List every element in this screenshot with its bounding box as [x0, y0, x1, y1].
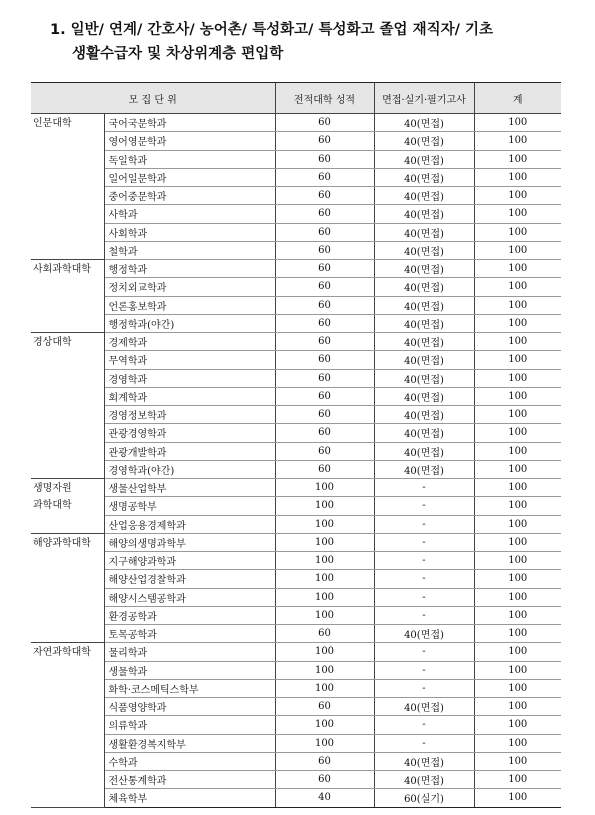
total-score-cell: 100: [474, 515, 561, 533]
table-row: [31, 479, 561, 497]
exam-score-cell: 40(면접): [374, 442, 474, 460]
exam-score-cell: -: [374, 716, 474, 734]
exam-score-cell: -: [374, 734, 474, 752]
transcript-score-cell: 60: [275, 771, 374, 789]
title-line-2: 생활수급자 및 차상위계층 편입학: [72, 46, 284, 62]
exam-score-cell: 40(면접): [374, 698, 474, 716]
transcript-score-cell: 60: [275, 698, 374, 716]
total-score-cell: 100: [474, 314, 561, 332]
table-row: [31, 497, 561, 515]
transcript-score-cell: 60: [275, 278, 374, 296]
transcript-score-cell: 100: [275, 734, 374, 752]
department-cell: 관광경영학과: [104, 424, 275, 442]
exam-score-cell: 40(면접): [374, 114, 474, 132]
exam-score-cell: 40(면접): [374, 205, 474, 223]
college-cell: [31, 479, 104, 534]
total-score-cell: 100: [474, 479, 561, 497]
department-cell: 경영정보학과: [104, 406, 275, 424]
total-score-cell: 100: [474, 114, 561, 132]
transcript-score-cell: 100: [275, 479, 374, 497]
department-cell: 생물학과: [104, 661, 275, 679]
table-row: [31, 789, 561, 807]
department-cell: 해양시스템공학과: [104, 588, 275, 606]
exam-score-cell: -: [374, 643, 474, 661]
exam-score-cell: 40(면접): [374, 752, 474, 770]
exam-score-cell: 40(면접): [374, 132, 474, 150]
department-cell: 행정학과(야간): [104, 314, 275, 332]
department-cell: 국어국문학과: [104, 114, 275, 132]
total-score-cell: 100: [474, 223, 561, 241]
transcript-score-cell: 100: [275, 588, 374, 606]
transcript-score-cell: 60: [275, 369, 374, 387]
total-score-cell: 100: [474, 552, 561, 570]
department-cell: 철학과: [104, 241, 275, 259]
table-row: [31, 698, 561, 716]
table-row: [31, 625, 561, 643]
college-name: 생명자원: [33, 483, 72, 494]
table-row: [31, 168, 561, 186]
total-score-cell: 100: [474, 625, 561, 643]
exam-score-cell: 40(면접): [374, 260, 474, 278]
page-title: [50, 18, 580, 66]
department-cell: 식품영양학과: [104, 698, 275, 716]
exam-score-cell: 40(면접): [374, 369, 474, 387]
total-score-cell: 100: [474, 460, 561, 478]
total-score-cell: 100: [474, 771, 561, 789]
table-row: [31, 716, 561, 734]
department-cell: 경제학과: [104, 333, 275, 351]
header-transcript: 전적대학 성적: [275, 83, 374, 114]
total-score-cell: 100: [474, 588, 561, 606]
total-score-cell: 100: [474, 132, 561, 150]
exam-score-cell: 40(면접): [374, 296, 474, 314]
table-row: [31, 442, 561, 460]
department-cell: 체육학부: [104, 789, 275, 807]
exam-score-cell: 40(면접): [374, 314, 474, 332]
exam-score-cell: -: [374, 515, 474, 533]
exam-score-cell: 40(면접): [374, 241, 474, 259]
exam-score-cell: 60(실기): [374, 789, 474, 807]
transcript-score-cell: 60: [275, 132, 374, 150]
total-score-cell: 100: [474, 150, 561, 168]
table-row: [31, 679, 561, 697]
table-row: [31, 205, 561, 223]
college-cell: [31, 114, 104, 260]
exam-score-cell: -: [374, 533, 474, 551]
total-score-cell: 100: [474, 698, 561, 716]
department-cell: 사회학과: [104, 223, 275, 241]
department-cell: 의류학과: [104, 716, 275, 734]
total-score-cell: 100: [474, 497, 561, 515]
table-row: [31, 734, 561, 752]
transcript-score-cell: 60: [275, 223, 374, 241]
college-cell: [31, 533, 104, 643]
total-score-cell: 100: [474, 570, 561, 588]
transcript-score-cell: 60: [275, 351, 374, 369]
transcript-score-cell: 60: [275, 114, 374, 132]
table-row: [31, 406, 561, 424]
header-unit: 모 집 단 위: [31, 83, 275, 114]
table-row: [31, 387, 561, 405]
department-cell: 경영학과(야간): [104, 460, 275, 478]
exam-score-cell: 40(면접): [374, 625, 474, 643]
table-row: [31, 515, 561, 533]
transcript-score-cell: 100: [275, 661, 374, 679]
exam-score-cell: -: [374, 552, 474, 570]
transcript-score-cell: 100: [275, 515, 374, 533]
exam-score-cell: 40(면접): [374, 460, 474, 478]
total-score-cell: 100: [474, 533, 561, 551]
total-score-cell: 100: [474, 734, 561, 752]
total-score-cell: 100: [474, 406, 561, 424]
table-row: [31, 223, 561, 241]
total-score-cell: 100: [474, 424, 561, 442]
transcript-score-cell: 60: [275, 752, 374, 770]
table-row: [31, 296, 561, 314]
transcript-score-cell: 100: [275, 679, 374, 697]
exam-score-cell: 40(면접): [374, 168, 474, 186]
department-cell: 독일학과: [104, 150, 275, 168]
total-score-cell: 100: [474, 260, 561, 278]
table-row: [31, 771, 561, 789]
exam-score-cell: 40(면접): [374, 351, 474, 369]
transcript-score-cell: 60: [275, 424, 374, 442]
exam-score-cell: -: [374, 479, 474, 497]
total-score-cell: 100: [474, 716, 561, 734]
transcript-score-cell: 60: [275, 187, 374, 205]
title-line-1: 1. 일반/ 연계/ 간호사/ 농어촌/ 특성화고/ 특성화고 졸업 재직자/ 기초: [50, 22, 493, 38]
transcript-score-cell: 60: [275, 460, 374, 478]
total-score-cell: 100: [474, 442, 561, 460]
table-row: [31, 132, 561, 150]
department-cell: 토목공학과: [104, 625, 275, 643]
department-cell: 회계학과: [104, 387, 275, 405]
department-cell: 산업응용경제학과: [104, 515, 275, 533]
table-row: [31, 643, 561, 661]
department-cell: 정치외교학과: [104, 278, 275, 296]
total-score-cell: 100: [474, 661, 561, 679]
table-row: [31, 114, 561, 132]
department-cell: 경영학과: [104, 369, 275, 387]
department-cell: 생명공학부: [104, 497, 275, 515]
total-score-cell: 100: [474, 387, 561, 405]
total-score-cell: 100: [474, 241, 561, 259]
transcript-score-cell: 60: [275, 296, 374, 314]
total-score-cell: 100: [474, 168, 561, 186]
total-score-cell: 100: [474, 643, 561, 661]
total-score-cell: 100: [474, 752, 561, 770]
transcript-score-cell: 60: [275, 406, 374, 424]
table-row: [31, 369, 561, 387]
transcript-score-cell: 100: [275, 570, 374, 588]
department-cell: 영어영문학과: [104, 132, 275, 150]
department-cell: 지구해양과학과: [104, 552, 275, 570]
table-row: [31, 187, 561, 205]
exam-score-cell: 40(면접): [374, 223, 474, 241]
table-header-row: [31, 83, 561, 114]
table-row: [31, 606, 561, 624]
total-score-cell: 100: [474, 789, 561, 807]
department-cell: 일어일문학과: [104, 168, 275, 186]
total-score-cell: 100: [474, 679, 561, 697]
transcript-score-cell: 60: [275, 333, 374, 351]
exam-score-cell: 40(면접): [374, 187, 474, 205]
exam-score-cell: 40(면접): [374, 406, 474, 424]
department-cell: 물리학과: [104, 643, 275, 661]
transcript-score-cell: 100: [275, 643, 374, 661]
college-name: 사회과학대학: [33, 264, 91, 275]
exam-score-cell: -: [374, 606, 474, 624]
transcript-score-cell: 100: [275, 497, 374, 515]
department-cell: 화학·코스메틱스학부: [104, 679, 275, 697]
college-cell: [31, 260, 104, 333]
college-name: 경상대학: [33, 337, 72, 348]
college-name: 인문대학: [33, 118, 72, 129]
table-row: [31, 314, 561, 332]
total-score-cell: 100: [474, 369, 561, 387]
department-cell: 사학과: [104, 205, 275, 223]
exam-score-cell: -: [374, 497, 474, 515]
department-cell: 관광개발학과: [104, 442, 275, 460]
total-score-cell: 100: [474, 606, 561, 624]
table-row: [31, 260, 561, 278]
exam-score-cell: 40(면접): [374, 150, 474, 168]
department-cell: 생활환경복지학부: [104, 734, 275, 752]
college-name: 해양과학대학: [33, 537, 91, 549]
exam-score-cell: 40(면접): [374, 771, 474, 789]
transcript-score-cell: 60: [275, 314, 374, 332]
total-score-cell: 100: [474, 333, 561, 351]
transcript-score-cell: 60: [275, 241, 374, 259]
department-cell: 해양산업경찰학과: [104, 570, 275, 588]
table-row: [31, 150, 561, 168]
exam-score-cell: -: [374, 588, 474, 606]
table-row: [31, 588, 561, 606]
admission-score-table: [31, 82, 561, 808]
exam-score-cell: -: [374, 570, 474, 588]
table-row: [31, 333, 561, 351]
table-row: [31, 552, 561, 570]
department-cell: 생물산업학부: [104, 479, 275, 497]
transcript-score-cell: 60: [275, 442, 374, 460]
table-row: [31, 424, 561, 442]
transcript-score-cell: 40: [275, 789, 374, 807]
exam-score-cell: 40(면접): [374, 333, 474, 351]
table-row: [31, 752, 561, 770]
department-cell: 언론홍보학과: [104, 296, 275, 314]
table-row: [31, 570, 561, 588]
department-cell: 전산통계학과: [104, 771, 275, 789]
department-cell: 해양의생명과학부: [104, 533, 275, 551]
table-row: [31, 533, 561, 551]
header-exam: 면접·실기·필기고사: [374, 83, 474, 114]
total-score-cell: 100: [474, 187, 561, 205]
exam-score-cell: 40(면접): [374, 387, 474, 405]
table-row: [31, 460, 561, 478]
table-body: [31, 114, 561, 808]
department-cell: 수학과: [104, 752, 275, 770]
total-score-cell: 100: [474, 296, 561, 314]
transcript-score-cell: 100: [275, 552, 374, 570]
total-score-cell: 100: [474, 351, 561, 369]
department-cell: 행정학과: [104, 260, 275, 278]
exam-score-cell: -: [374, 679, 474, 697]
total-score-cell: 100: [474, 205, 561, 223]
transcript-score-cell: 60: [275, 387, 374, 405]
transcript-score-cell: 60: [275, 625, 374, 643]
transcript-score-cell: 100: [275, 716, 374, 734]
college-name: 과학대학: [33, 500, 72, 512]
college-name: 자연과학대학: [33, 647, 91, 659]
table-row: [31, 661, 561, 679]
college-cell: [31, 333, 104, 479]
college-cell: [31, 643, 104, 807]
department-cell: 중어중문학과: [104, 187, 275, 205]
transcript-score-cell: 60: [275, 168, 374, 186]
table-row: [31, 351, 561, 369]
department-cell: 환경공학과: [104, 606, 275, 624]
department-cell: 무역학과: [104, 351, 275, 369]
transcript-score-cell: 100: [275, 606, 374, 624]
table-row: [31, 278, 561, 296]
exam-score-cell: -: [374, 661, 474, 679]
exam-score-cell: 40(면접): [374, 424, 474, 442]
transcript-score-cell: 60: [275, 150, 374, 168]
transcript-score-cell: 60: [275, 205, 374, 223]
exam-score-cell: 40(면접): [374, 278, 474, 296]
transcript-score-cell: 100: [275, 533, 374, 551]
header-total: 계: [474, 83, 561, 114]
total-score-cell: 100: [474, 278, 561, 296]
transcript-score-cell: 60: [275, 260, 374, 278]
table-row: [31, 241, 561, 259]
